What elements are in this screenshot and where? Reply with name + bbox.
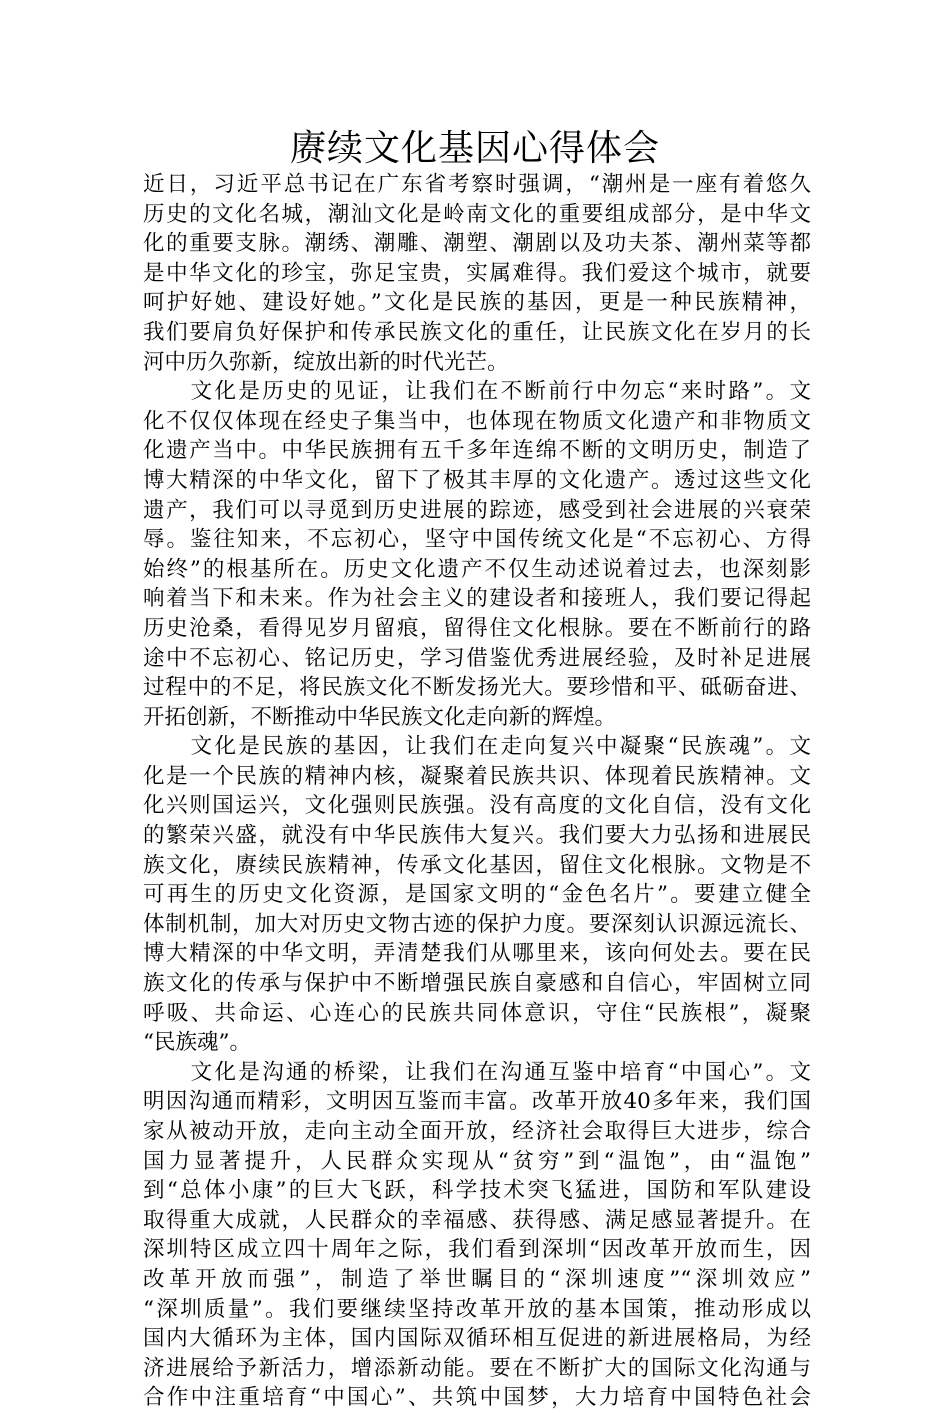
text-line: 的繁荣兴盛，就没有中华民族伟大复兴。我们要大力弘扬和进展民 <box>143 823 811 849</box>
text-line: 过程中的不足，将民族文化不断发扬光大。要珍惜和平、砥砺奋进、 <box>143 675 811 701</box>
text-line: 始终”的根基所在。历史文化遗产不仅生动述说着过去，也深刻影 <box>143 556 811 582</box>
text-line: 族文化，赓续民族精神，传承文化基因，留住文化根脉。文物是不 <box>143 852 811 878</box>
text-line: “民族魂”。 <box>143 1030 251 1056</box>
text-line: 到“总体小康”的巨大飞跃，科学技术突飞猛进，国防和军队建设 <box>143 1178 811 1204</box>
text-line: 可再生的历史文化资源，是国家文明的“金色名片”。要建立健全 <box>143 882 811 908</box>
text-line: “深圳质量”。我们要继续坚持改革开放的基本国策，推动形成以 <box>143 1296 811 1322</box>
text-line: 化遗产当中。中华民族拥有五千多年连绵不断的文明历史，制造了 <box>143 438 811 464</box>
text-line: 明因沟通而精彩，文明因互鉴而丰富。改革开放40多年来，我们国 <box>143 1089 811 1115</box>
text-line: 国内大循环为主体，国内国际双循环相互促进的新进展格局，为经 <box>143 1326 811 1352</box>
text-line: 开拓创新，不断推动中华民族文化走向新的辉煌。 <box>143 704 617 730</box>
text-line: 化兴则国运兴，文化强则民族强。没有高度的文化自信，没有文化 <box>143 793 811 819</box>
text-line: 遗产，我们可以寻觅到历史进展的踪迹，感受到社会进展的兴衰荣 <box>143 497 811 523</box>
text-line: 文化是民族的基因，让我们在走向复兴中凝聚“民族魂”。文 <box>143 734 811 760</box>
text-line: 辱。鉴往知来，不忘初心，坚守中国传统文化是“不忘初心、方得 <box>143 527 811 553</box>
text-line: 途中不忘初心、铭记历史，学习借鉴优秀进展经验，及时补足进展 <box>143 645 811 671</box>
document-body <box>143 170 811 1413</box>
text-line: 文化是历史的见证，让我们在不断前行中勿忘“来时路”。文 <box>143 379 811 405</box>
text-line: 化的重要支脉。潮绣、潮雕、潮塑、潮剧以及功夫茶、潮州菜等都 <box>143 231 811 257</box>
text-line: 我们要肩负好保护和传承民族文化的重任，让民族文化在岁月的长 <box>143 319 811 345</box>
text-line: 济进展给予新活力，增添新动能。要在不断扩大的国际文化沟通与 <box>143 1355 811 1381</box>
text-line: 是中华文化的珍宝，弥足宝贵，实属难得。我们爱这个城市，就要 <box>143 260 811 286</box>
text-line: 族文化的传承与保护中不断增强民族自豪感和自信心，牢固树立同 <box>143 971 811 997</box>
document-title: 赓续文化基因心得体会 <box>289 128 660 169</box>
text-line: 博大精深的中华文明，弄清楚我们从哪里来，该向何处去。要在民 <box>143 941 811 967</box>
text-line: 家从被动开放，走向主动全面开放，经济社会取得巨大进步，综合 <box>143 1119 811 1144</box>
text-line: 历史的文化名城，潮汕文化是岭南文化的重要组成部分，是中华文 <box>143 201 811 227</box>
text-line: 文化是沟通的桥梁，让我们在沟通互鉴中培育“中国心”。文 <box>143 1059 811 1085</box>
text-line: 体制机制，加大对历史文物古迹的保护力度。要深刻认识源远流长、 <box>143 911 811 937</box>
text-line: 深圳特区成立四十周年之际，我们看到深圳“因改革开放而生，因 <box>143 1237 811 1263</box>
text-line: 响着当下和未来。作为社会主义的建设者和接班人，我们要记得起 <box>143 586 811 612</box>
text-line: 呼吸、共命运、心连心的民族共同体意识，守住“民族根”，凝聚 <box>143 1000 811 1026</box>
text-line: 合作中注重培育“中国心”、共筑中国梦，大力培育中国特色社会 <box>143 1385 811 1411</box>
text-line: 博大精深的中华文化，留下了极其丰厚的文化遗产。透过这些文化 <box>143 467 811 493</box>
text-line: 改革开放而强”，制造了举世瞩目的“深圳速度”“深圳效应” <box>143 1266 811 1292</box>
text-line: 近日，习近平总书记在广东省考察时强调，“潮州是一座有着悠久 <box>143 172 811 197</box>
text-line: 呵护好她、建设好她。”文化是民族的基因，更是一种民族精神， <box>143 290 811 316</box>
text-line: 化不仅仅体现在经史子集当中，也体现在物质文化遗产和非物质文 <box>143 408 811 434</box>
text-line: 取得重大成就，人民群众的幸福感、获得感、满足感显著提升。在 <box>143 1207 811 1233</box>
text-line: 河中历久弥新，绽放出新的时代光芒。 <box>143 349 509 375</box>
text-line: 历史沧桑，看得见岁月留痕，留得住文化根脉。要在不断前行的路 <box>143 615 811 641</box>
text-line: 国力显著提升，人民群众实现从“贫穷”到“温饱”，由“温饱” <box>143 1148 811 1174</box>
text-line: 化是一个民族的精神内核，凝聚着民族共识、体现着民族精神。文 <box>143 763 811 789</box>
